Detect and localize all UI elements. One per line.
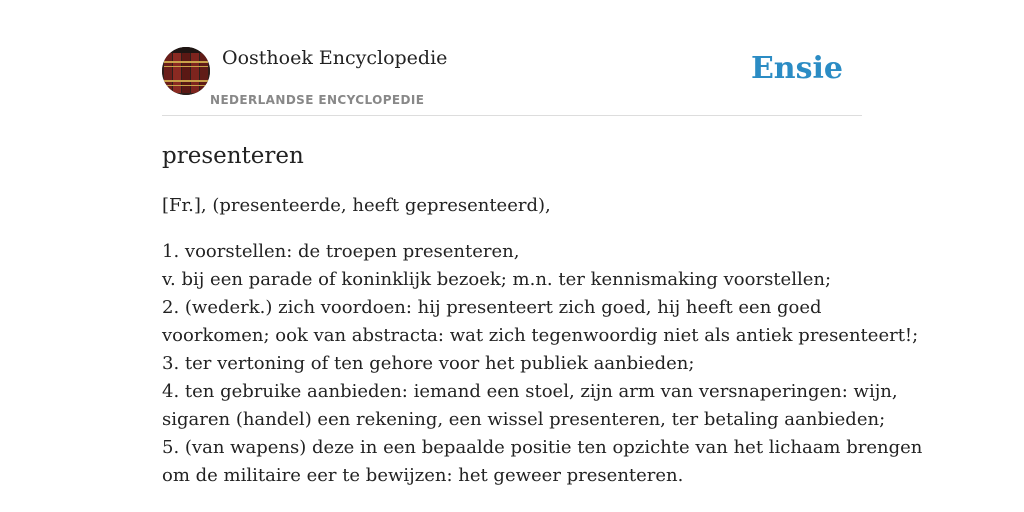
definition-line: v. bij een parade of koninklijk bezoek; m.n. ter kennismaking voorstellen; (162, 269, 832, 290)
site-subtitle: NEDERLANDSE ENCYCLOPEDIE (210, 93, 425, 107)
definition-line: 1. voorstellen: de troepen presenteren, (162, 241, 520, 262)
definition-line: sigaren (handel) een rekening, een wissel presenteren, ter betaling aanbieden; (162, 409, 886, 430)
definition-line: om de militaire eer te bewijzen: het geweer presenteren. (162, 465, 684, 486)
entry-etymology: [Fr.], (presenteerde, heeft gepresenteerd), (162, 195, 551, 216)
definition-line: voorkomen; ook van abstracta: wat zich tegenwoordig niet als antiek presenteert!; (162, 325, 919, 346)
definition-list (162, 238, 923, 490)
definition-line: 3. ter vertoning of ten gehore voor het publiek aanbieden; (162, 353, 695, 374)
definition-line: 4. ten gebruike aanbieden: iemand een stoel, zijn arm van versnaperingen: wijn, (162, 381, 898, 402)
site-title-link[interactable]: Oosthoek Encyclopedie (222, 47, 448, 69)
book-spines-icon[interactable] (162, 47, 210, 95)
page-container (162, 46, 923, 490)
entry-term: presenteren (162, 143, 304, 169)
definition-line: 2. (wederk.) zich voordoen: hij presenteert zich goed, hij heeft een goed (162, 297, 822, 318)
brand-logo-link[interactable]: Ensie (750, 51, 843, 86)
definition-line: 5. (van wapens) deze in een bepaalde positie ten opzichte van het lichaam brengen (162, 437, 923, 458)
site-header (162, 46, 862, 116)
